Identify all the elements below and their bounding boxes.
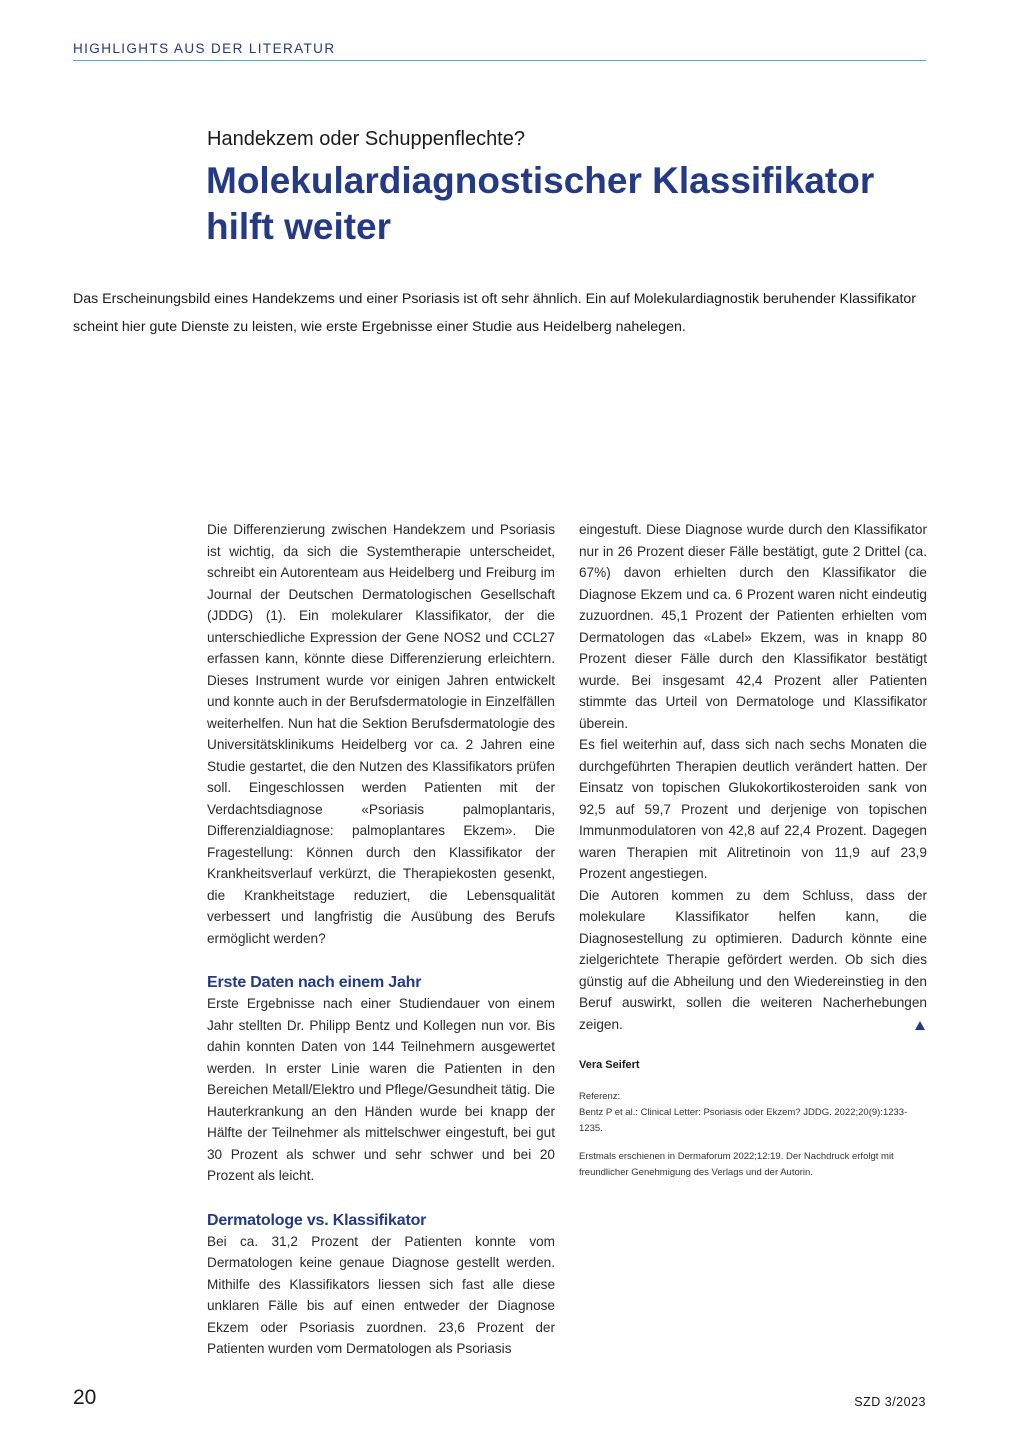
subheading-first-data: Erste Daten nach einem Jahr: [207, 974, 422, 991]
title-line-2: hilft weiter: [206, 206, 392, 247]
paragraph-first-data: Erste Ergebnisse nach einer Studiendauer von einem Jahr stellten Dr. Philipp Bentz und Kollegen nun vor. Bis dahin konnten Daten von 144 Teilnehmern ausgewertet werden. In erster Linie waren die Patienten in den Bereichen Metall/Elektro und Pflege/Gesundheit tätig. Die Hauterkrankung an den Händen wurde bei knapp der Hälfte der Teilnehmer als mittelschwer eingestuft, bei gut 30 Prozent als schwer und sehr schwer und bei 20 Prozent als leicht.: [207, 996, 555, 1183]
end-mark: [579, 1014, 927, 1035]
column-left: [207, 519, 555, 1360]
section-header: HIGHLIGHTS AUS DER LITERATUR: [73, 41, 926, 61]
first-published-note: Erstmals erschienen in Dermaforum 2022;12:19. Der Nachdruck erfolgt mit freundlicher Genehmigung des Verlags und der Autorin.: [579, 1150, 894, 1178]
reference: [579, 1089, 927, 1137]
paragraph-conclusion: Die Autoren kommen zu dem Schluss, dass der molekulare Klassifikator helfen kann, die Diagnosestellung zu optimieren. Dadurch könnte eine zielgerichtete Therapie gefördert werden. Ob sich dies günstig auf die Abheilung und den Wiedereinstieg in den Beruf auswirkt, sollen die weiteren Nacherhebungen zeigen.: [579, 887, 927, 1032]
title-line-1: Molekulardiagnostischer Klassifikator: [206, 160, 875, 201]
reference-text: Bentz P et al.: Clinical Letter: Psoriasis oder Ekzem? JDDG. 2022;20(9):1233-1235.: [579, 1106, 908, 1134]
article-title: [206, 158, 946, 250]
column-right: [579, 519, 927, 1181]
issue-label: SZD 3/2023: [854, 1395, 926, 1409]
paragraph-dermatologist-vs-classifier-continued: eingestuft. Diese Diagnose wurde durch den Klassifikator nur in 26 Prozent dieser Fälle bestätigt, gute 2 Drittel (ca. 67%) davon erhielten durch den Klassifikator die Diagnose Ekzem und ca. 6 Prozent waren nicht eindeutig zuzuordnen. 45,1 Prozent der Patienten erhielten vom Dermatologen das «Label» Ekzem, was in knapp 80 Prozent dieser Fälle durch den Klassifikator bestätigt wurde. Bei insgesamt 42,4 Prozent aller Patienten stimmte das Urteil von Dermatologe und Klassifikator überein.: [579, 522, 927, 731]
page-number: 20: [73, 1386, 97, 1409]
author-name: Vera Seifert: [579, 1059, 640, 1071]
paragraph-intro: Die Differenzierung zwischen Handekzem und Psoriasis ist wichtig, da sich die Systemtherapie unterscheidet, schreibt ein Autorenteam aus Heidelberg und Freiburg im Journal der Deutschen Dermatologischen Gesellschaft (JDDG) (1). Ein molekularer Klassifikator, der die unterschiedliche Expression der Gene NOS2 und CCL27 erfassen kann, könnte diese Differenzierung erleichtern. Dieses Instrument wurde vor einigen Jahren entwickelt und konnte auch in der Berufsdermatologie in Einzelfällen weiterhelfen. Nun hat die Sektion Berufsdermatologie des Universitätsklinikums Heidelberg vor ca. 2 Jahren eine Studie gestartet, die den Nutzen des Klassifikators prüfen soll. Eingeschlossen werden Patienten mit der Verdachtsdiagnose «Psoriasis palmoplantaris, Differenzialdiagnose: palmoplantares Ekzem». Die Fragestellung: Können durch den Klassifikator der Krankheitsverlauf verkürzt, die Therapiekosten gesenkt, die Krankheitstage reduziert, die Lebensqualität verbessert und langfristig die Ausübung des Berufs ermöglicht werden?: [207, 522, 555, 946]
paragraph-dermatologist-vs-classifier: Bei ca. 31,2 Prozent der Patienten konnte vom Dermatologen keine genaue Diagnose gestellt werden. Mithilfe des Klassifikators liessen sich fast alle diese unklaren Fälle bis auf einen entweder der Diagnose Ekzem oder Psoriasis zuordnen. 23,6 Prozent der Patienten wurden vom Dermatologen als Psoriasis: [207, 1233, 555, 1356]
reference-label: Referenz:: [579, 1090, 621, 1102]
article-kicker: Handekzem oder Schuppenflechte?: [207, 128, 525, 150]
paragraph-therapies: Es fiel weiterhin auf, dass sich nach sechs Monaten die durchgeführten Therapien deutlich verändert hatten. Der Einsatz von topischen Glukokortikosteroiden sank von 92,5 auf 59,7 Prozent und derjenige von topischen Immunmodulatoren von 42,8 auf 22,4 Prozent. Dagegen waren Therapien mit Alitretinoin von 11,9 auf 23,9 Prozent angestiegen.: [579, 737, 927, 881]
end-triangle-icon: [915, 1021, 925, 1030]
article-lead: Das Erscheinungsbild eines Handekzems und einer Psoriasis ist oft sehr ähnlich. Ein auf Molekulardiagnostik beruhender Klassifikator scheint hier gute Dienste zu leisten, wie erste Ergebnisse einer Studie aus Heidelberg nahelegen.: [73, 291, 917, 335]
subheading-dermatologist-vs-classifier: Dermatologe vs. Klassifikator: [207, 1211, 427, 1229]
